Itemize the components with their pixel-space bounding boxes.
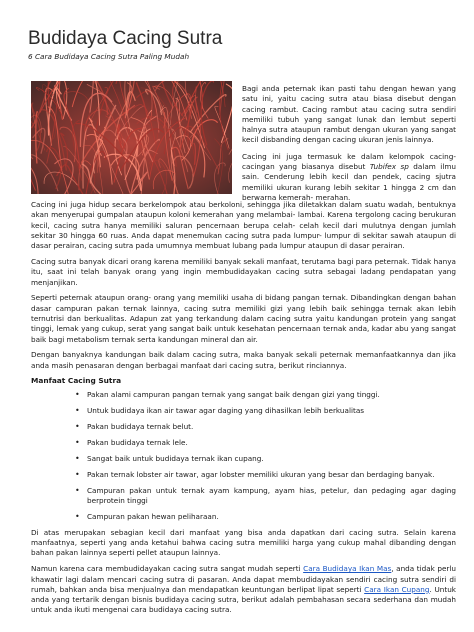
body-paragraph-2: Cacing sutra banyak dicari orang karena memiliki banyak sekali manfaat, terutama bagi para peternak. Tidak hanya itu, saat ini telah banyak orang yang ingin membudidayakan cacing sutra sebagai ladang pendapatan yang menjanjikan. bbox=[31, 256, 456, 287]
scientific-name: Tubifex sp bbox=[369, 162, 409, 172]
page-subtitle: 6 Cara Budidaya Cacing Sutra Paling Mudah bbox=[28, 52, 190, 61]
bullet-icon: • bbox=[75, 485, 80, 495]
body-paragraph-3: Seperti peternak ataupun orang- orang yang memiliki usaha di bidang pangan ternak. Dibandingkan dengan bahan dasar campuran pakan ternak lainnya, cacing sutra memiliki gizi yang lebih baik sehingga ternak akan lebih ternutrisi dan berkualitas. Adapun zat yang terkandung dalam cacing sutra yaitu kandungan protein yang sangat tinggi, lemak yang cukup, serat yang sangat baik untuk kesehatan pencernaan ternak anda, kadar abu yang sangat baik bagi metabolism ternak serta kandungan mineral dan air. bbox=[31, 293, 456, 344]
bullet-icon: • bbox=[75, 511, 80, 521]
list-item: • Campuran pakan untuk ternak ayam kampung, ayam hias, petelur, dan pedaging agar daging berprotein tinggi bbox=[75, 485, 456, 506]
body-paragraph-4: Dengan banyaknya kandungan baik dalam cacing sutra, maka banyak sekali peternak memanfaatkannya dan jika anda masih penasaran dengan berbagai manfaat dari cacing sutra, berikut rinciannya. bbox=[31, 350, 456, 370]
list-item: • Pakan budidaya ternak lele. bbox=[75, 438, 188, 448]
list-item: • Pakan alami campuran pangan ternak yang sangat baik dengan gizi yang tinggi. bbox=[75, 390, 380, 400]
body-paragraph-5: Di atas merupakan sebagian kecil dari manfaat yang bisa anda dapatkan dari cacing sutra. Selain karena manfaatnya, seperti yang anda ketahui bahwa cacing sutra memiliki harga yang cukup mahal dibanding dengan bahan pakan lainnya seperti pellet ataupun lainnya. bbox=[31, 527, 456, 558]
article-body bbox=[31, 200, 456, 621]
red-worms-photo bbox=[31, 81, 232, 194]
list-item: • Untuk budidaya ikan air tawar agar daging yang dihasilkan lebih berkualitas bbox=[75, 406, 365, 416]
intro-text bbox=[242, 84, 456, 209]
benefits-list bbox=[31, 390, 456, 522]
bullet-icon: • bbox=[75, 390, 80, 400]
list-item: • Campuran pakan hewan peliharaan. bbox=[75, 511, 219, 521]
bullet-icon: • bbox=[75, 422, 80, 432]
bullet-icon: • bbox=[75, 454, 80, 464]
section-heading: Manfaat Cacing Sutra bbox=[31, 376, 122, 386]
list-item: • Pakan budidaya ternak belut. bbox=[75, 422, 194, 432]
page-title: Budidaya Cacing Sutra bbox=[28, 28, 223, 49]
bullet-icon: • bbox=[75, 438, 80, 448]
list-item: • Pakan ternak lobster air tawar, agar lobster memiliki ukuran yang besar dan berdaging banyak. bbox=[75, 469, 435, 479]
body-paragraph-6: Namun karena cara membudidayakan cacing sutra sangat mudah seperti Cara Budidaya Ikan Mas, anda tidak perlu khawatir lagi dalam mencari cacing sutra di pasaran. Anda dapat membudidayakan sendiri cacing sutra sendiri di rumah, bahkan anda bisa menjualnya dan mendapatkan keuntungan berlipat lipat seperti Cara Ikan Cupang. Untuk anda yang tertarik dengan bisnis budidaya cacing sutra, berikut adalah pembahasan secara sederhana dan mudah untuk anda ikuti mengenai cara budidaya cacing sutra. bbox=[31, 564, 457, 615]
link-cara-budidaya-ikan-mas[interactable]: Cara Budidaya Ikan Mas bbox=[303, 564, 392, 574]
link-cara-ikan-cupang[interactable]: Cara Ikan Cupang bbox=[364, 584, 430, 594]
bullet-icon: • bbox=[75, 469, 80, 479]
body-paragraph-1: Cacing ini juga hidup secara berkelompok atau berkoloni, sehingga jika diletakkan dalam suatu wadah, bentuknya akan menyerupai gumpalan ataupun koloni kemerahan yang melambai- lambai. Karena tergolong cacing berukuran kecil, cacing sutra hanya memiliki saluran pencernaan berupa celah- celah kecil dari mulutnya dengan jumlah sekitar 30 hingga 60 ruas. Anda dapat menemukan cacing sutra pada lumpur- lumpur di sekitar sawah ataupun di dasar perairan, cacing sutra pada umumnya membuat lubang pada lumpur ataupun di dasar perairan. bbox=[31, 200, 456, 251]
intro-paragraph-1: Bagi anda peternak ikan pasti tahu dengan hewan yang satu ini, yaitu cacing sutra atau biasa disebut dengan cacing rambut. Cacing rambut atau cacing sutra sendiri memiliki tubuh yang sangat lunak dan lembut seperti halnya sutra ataupun rambut dengan ukuran yang sangat kecil disbanding dengan cacing ukuran jenis lainnya. bbox=[242, 84, 456, 145]
bullet-icon: • bbox=[75, 406, 80, 416]
intro-paragraph-2: Cacing ini juga termasuk ke dalam kelompok cacing-cacingan yang biasanya disebut Tubifex sp dalam ilmu sain. Cenderung lebih kecil dan pendek, cacing sjutra memiliki ukuran kurang lebih sekitar 1 hingga 2 cm dan berwarna kemerah- merahan. bbox=[242, 151, 456, 202]
list-item: • Sangat baik untuk budidaya ternak ikan cupang. bbox=[75, 454, 264, 464]
